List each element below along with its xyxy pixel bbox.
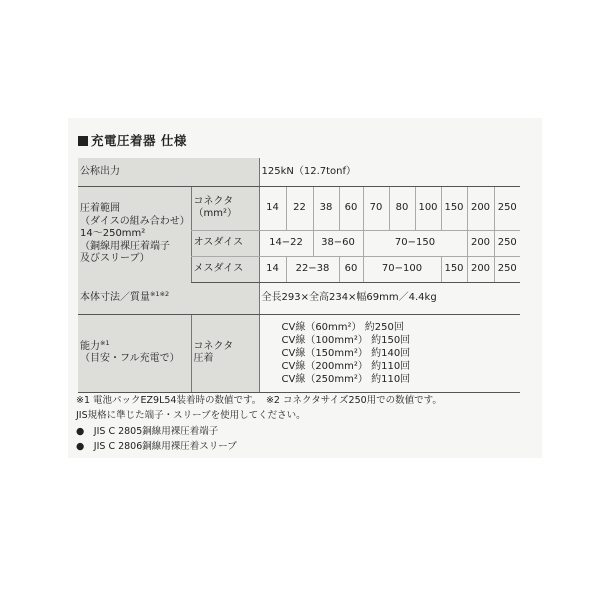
jis-note: JIS規格に準じた端子・スリーブを使用してください。 xyxy=(76,410,306,421)
connector-size-cell: 80 xyxy=(389,186,415,230)
capacity-values xyxy=(259,314,520,392)
jis-terminal-item: ● JIS C 2805銅線用裸圧着端子 xyxy=(76,426,219,437)
connector-size-cell: 150 xyxy=(441,186,467,230)
jis-sleeve-item: ● JIS C 2806銅線用裸圧着スリーブ xyxy=(76,441,237,452)
connector-size-cell: 100 xyxy=(415,186,441,230)
connector-size-cell: 60 xyxy=(339,186,363,230)
capacity-label: 能力$^{※1}$ （目安・フル充電で） xyxy=(78,314,191,392)
dimensions-row xyxy=(78,282,520,314)
female-die-cell: 200 xyxy=(467,256,494,282)
capacity-item: CV線（60mm²） 約250回 xyxy=(281,321,404,333)
connector-size-cell: 38 xyxy=(313,186,339,230)
female-die-cell: 60 xyxy=(339,256,363,282)
connector-size-label: コネクタ （mm²） xyxy=(191,186,259,230)
male-die-cell: 38−60 xyxy=(313,230,363,256)
female-die-cell: 22−38 xyxy=(286,256,339,282)
capacity-item: CV線（200mm²） 約110回 xyxy=(281,360,411,372)
female-die-label: メスダイス xyxy=(191,256,259,282)
connector-size-cell: 70 xyxy=(363,186,389,230)
dimensions-label: 本体寸法／質量$^{※1※2}$ xyxy=(78,282,259,314)
connector-size-cell: 14 xyxy=(259,186,286,230)
connector-size-cell: 200 xyxy=(467,186,494,230)
capacity-item: CV線（250mm²） 約110回 xyxy=(281,373,411,385)
capacity-sub-label: コネクタ 圧着 xyxy=(191,314,259,392)
male-die-cell: 250 xyxy=(494,230,520,256)
dimensions-value: 全長293×全高234×幅69mm／4.4kg xyxy=(259,282,520,314)
capacity-item: CV線（150mm²） 約140回 xyxy=(281,347,411,359)
connector-size-cell: 250 xyxy=(494,186,520,230)
male-die-cell: 200 xyxy=(467,230,494,256)
spec-table xyxy=(78,158,520,393)
crimp-range-label: 圧着範囲 （ダイスの組み合わせ） 14〜250mm² （銅線用裸圧着端子 及びスリーブ） xyxy=(78,186,191,282)
nominal-output-value: 125kN（12.7tonf） xyxy=(259,158,520,186)
female-die-cell: 250 xyxy=(494,256,520,282)
male-die-cell: 14−22 xyxy=(259,230,313,256)
female-die-cell: 70−100 xyxy=(363,256,441,282)
capacity-item: CV線（100mm²） 約150回 xyxy=(281,334,411,346)
nominal-output-label: 公称出力 xyxy=(78,158,259,186)
square-bullet-icon xyxy=(78,136,88,146)
male-die-label: オスダイス xyxy=(191,230,259,256)
nominal-output-row xyxy=(78,158,520,186)
capacity-row xyxy=(78,314,520,392)
connector-size-cell: 22 xyxy=(286,186,313,230)
footnote: ※1 電池パックEZ9L54装着時の数値です。 ※2 コネクタサイズ250用での数値です。 xyxy=(76,395,442,406)
female-die-cell: 150 xyxy=(441,256,467,282)
female-die-cell: 14 xyxy=(259,256,286,282)
male-die-cell: 70−150 xyxy=(363,230,467,256)
spec-title: 充電圧着器 仕様 xyxy=(78,131,187,149)
connector-size-row xyxy=(78,186,520,230)
